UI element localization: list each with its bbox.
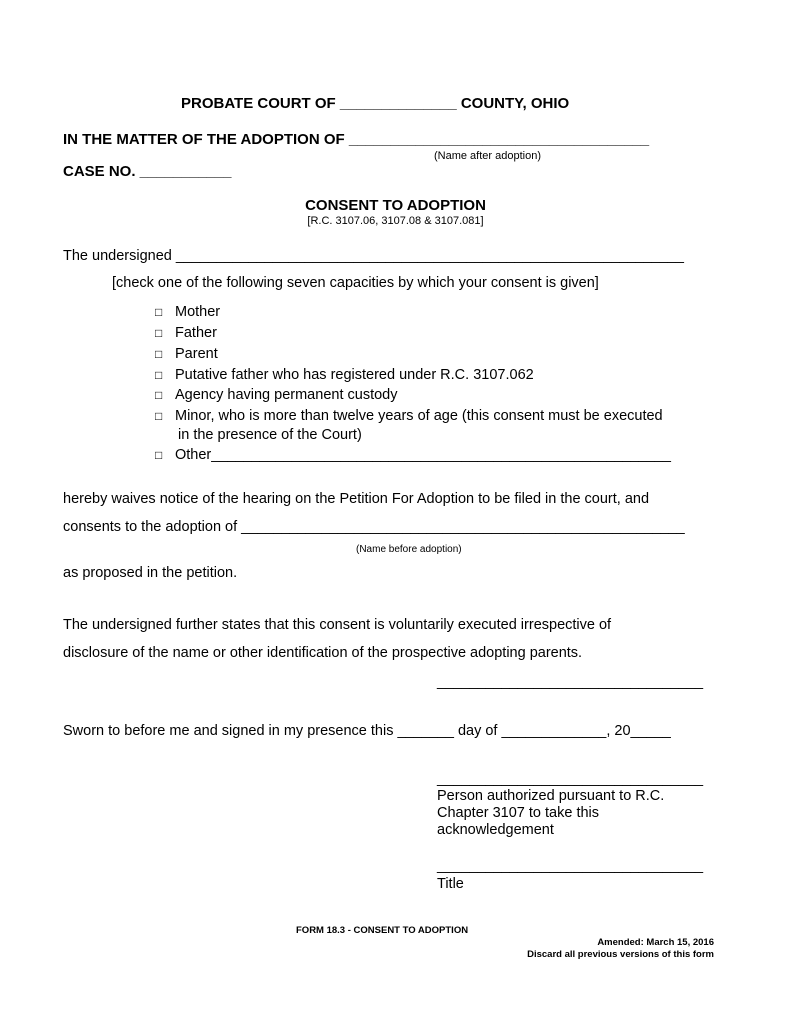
checkbox-icon[interactable]: □ [155,388,163,402]
capacity-putative-father[interactable] [155,367,534,383]
undersigned-line: The undersigned _______________________________________________________________ [63,248,684,264]
amended-date: Amended: March 15, 2016 [597,937,714,948]
capacity-label: Other_________________________________________________________ [175,447,671,463]
sworn-line: Sworn to before me and signed in my presence this _______ day of _____________, 20_____ [63,723,671,739]
capacity-minor-continuation: in the presence of the Court) [178,427,362,443]
adoption-matter-line: IN THE MATTER OF THE ADOPTION OF ____________________________________ [63,131,650,148]
capacity-minor[interactable] [155,408,663,424]
capacity-instruction: [check one of the following seven capacities by which your consent is given] [112,275,599,291]
authorized-person-signature-line: _________________________________ [437,771,704,787]
capacity-label: Mother [175,304,221,320]
authorized-person-caption-1: Person authorized pursuant to R.C. [437,788,665,804]
consents-line: consents to the adoption of _______________________________________________________ [63,519,685,535]
capacity-agency[interactable] [155,387,397,403]
capacity-father[interactable] [155,325,217,341]
title-caption: Title [437,876,464,892]
capacity-label: Minor, who is more than twelve years of age (this consent must be executed [175,408,663,424]
court-line: PROBATE COURT OF ______________ COUNTY, OHIO [181,95,570,112]
capacity-label: Parent [175,346,218,362]
proposed-line: as proposed in the petition. [63,565,238,581]
signer-signature-line: _________________________________ [437,674,704,690]
document-title: CONSENT TO ADOPTION [305,197,486,214]
name-after-adoption-caption: (Name after adoption) [434,150,541,162]
waiver-line: hereby waives notice of the hearing on the Petition For Adoption to be filed in the court, and [63,491,650,507]
checkbox-icon[interactable]: □ [155,448,163,462]
form-identifier: FORM 18.3 - CONSENT TO ADOPTION [296,925,469,936]
case-number-line: CASE NO. ___________ [63,163,232,180]
capacity-parent[interactable] [155,346,218,362]
title-signature-line: _________________________________ [437,858,704,874]
checkbox-icon[interactable]: □ [155,347,163,361]
capacity-label: Putative father who has registered under R.C. 3107.062 [175,367,534,383]
capacity-label: Father [175,325,217,341]
voluntary-statement-line-2: disclosure of the name or other identification of the prospective adopting parents. [63,645,583,661]
checkbox-icon[interactable]: □ [155,409,163,423]
checkbox-icon[interactable]: □ [155,368,163,382]
checkbox-icon[interactable]: □ [155,326,163,340]
name-before-adoption-caption: (Name before adoption) [356,544,462,555]
capacity-label: Agency having permanent custody [175,387,398,403]
statute-citation: [R.C. 3107.06, 3107.08 & 3107.081] [307,215,484,227]
checkbox-icon[interactable]: □ [155,305,163,319]
authorized-person-caption-3: acknowledgement [437,822,554,838]
authorized-person-caption-2: Chapter 3107 to take this [437,805,600,821]
voluntary-statement-line-1: The undersigned further states that this consent is voluntarily executed irrespective of [63,617,612,633]
capacity-other[interactable] [155,447,671,463]
discard-notice: Discard all previous versions of this form [527,949,714,960]
capacity-mother[interactable] [155,304,220,320]
